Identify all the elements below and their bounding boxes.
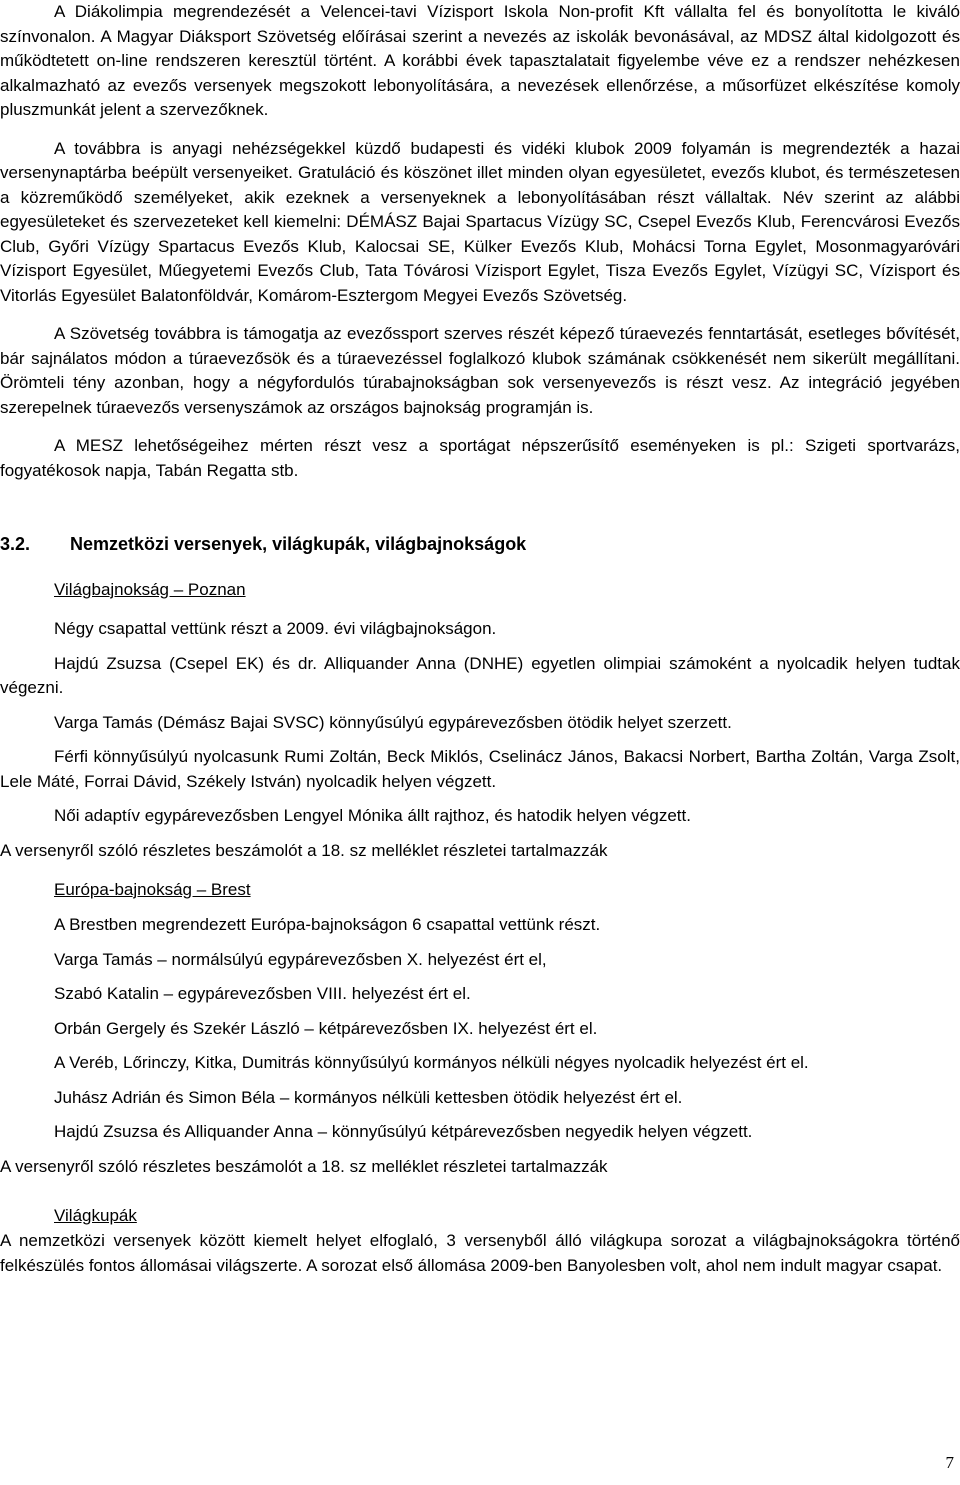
european-championship-heading: Európa-bajnokság – Brest <box>54 880 251 899</box>
wc-line: Hajdú Zsuzsa (Csepel EK) és dr. Alliquander Anna (DNHE) egyetlen olimpiai számoként a nyolcadik helyen tudtak végezni. <box>0 653 960 697</box>
world-cups-heading: Világkupák <box>54 1206 137 1225</box>
wc-line: Női adaptív egypárevezősben Lengyel Mónika állt rajthoz, és hatodik helyen végzett. <box>54 806 691 825</box>
ec-line: Juhász Adrián és Simon Béla – kormányos nélküli kettesben ötödik helyezést ért el. <box>54 1087 683 1107</box>
wc-line: Férfi könnyűsúlyú nyolcasunk Rumi Zoltán, Beck Miklós, Cselinácz János, Bakacsi Norbert, Bartha Zoltán, Varga Zsolt, Lele Máté, Forrai Dávid, Székely István) nyolcadik helyen végzett. <box>0 747 960 791</box>
paragraph-clubs: A továbbra is anyagi nehézségekkel küzdő budapesti és vidéki klubok 2009 folyamán is megrendezték a hazai versenynaptárba beépült versenyeiket. Gratuláció és köszönet illet minden olyan egyesületet, evezős klubot, és természetesen a közreműködő személyeket, akik ezeknek a versenyeknek a lebonyolításában részt vállaltak. Név szerint az alábbi egyesületeket és szervezeteket kell kiemelni: DÉMÁSZ Bajai Spartacus Vízügy SC, Csepel Evezős Klub, Ferencvárosi Evezős Club, Győri Vízügy Spartacus Evezős Klub, Kalocsai SE, Külker Evezős Klub, Mohácsi Torna Egylet, Mosonmagyaróvári Vízisport Egyesület, Műegyetemi Evezős Club, Tata Tóvárosi Vízisport Egylet, Tisza Evezős Egylet, Vízügyi SC, Vízisport és Vitorlás Egyesület Balatonföldvár, Komárom-Esztergom Megyei Evezős Szövetség. <box>0 138 960 305</box>
ec-line: Varga Tamás – normálsúlyú egypárevezősben X. helyezést ért el, <box>54 949 547 969</box>
ec-line: Orbán Gergely és Szekér László – kétpárevezősben IX. helyezést ért el. <box>54 1018 598 1038</box>
section-heading <box>0 531 960 557</box>
paragraph-diakolimpia: A Diákolimpia megrendezését a Velencei-tavi Vízisport Iskola Non-profit Kft vállalta fel és bonyolította le kiváló színvonalon. A Magyar Diáksport Szövetség előírásai szerint a nevezés az iskolák bevonásával, az MDSZ által kidolgozott és működtetett on-line rendszeren keresztül történt. A korábbi évek tapasztalatait figyelembe véve ez a rendszer nehézkesen alkalmazható az evezős versenyek megszokott lebonyolítására, a nevezések ellenőrzése, a műsorfüzet elkészítése komoly pluszmunkát jelent a szervezőknek. <box>0 2 960 119</box>
wc-report-note: A versenyről szóló részletes beszámolót a 18. sz melléklet részletei tartalmazzák <box>0 840 608 860</box>
world-championship-heading: Világbajnokság – Poznan <box>54 580 246 599</box>
paragraph-touring: A Szövetség továbbra is támogatja az evezőssport szerves részét képező túraevezés fenntartását, esetleges bővítését, bár sajnálatos módon a túraevezősök és a túraevezéssel foglalkozó klubok számának csökkenését nem sikerült megállítani. Örömteli tény azonban, hogy a négyfordulós túrabajnokságban sok versenyevezős is részt vesz. Az integráció jegyében szerepelnek túraevezős versenyszámok az országos bajnokság programján is. <box>0 324 960 417</box>
wc-line: Négy csapattal vettünk részt a 2009. évi világbajnokságon. <box>54 619 497 638</box>
paragraph-mesz: A MESZ lehetőségeihez mérten részt vesz a sportágat népszerűsítő eseményeken is pl.: Szigeti sportvarázs, fogyatékosok napja, Tabán Regatta stb. <box>0 436 960 480</box>
section-title: Nemzetközi versenyek, világkupák, világbajnokságok <box>70 534 527 554</box>
ec-line: A Veréb, Lőrinczy, Kitka, Dumitrás könnyűsúlyú kormányos nélküli négyes nyolcadik helyezést ért el. <box>54 1053 809 1072</box>
ec-line: Szabó Katalin – egypárevezősben VIII. helyezést ért el. <box>54 984 471 1003</box>
ec-line: Hajdú Zsuzsa és Alliquander Anna – könnyűsúlyú kétpárevezősben negyedik helyen végzett. <box>54 1122 753 1141</box>
wc-line: Varga Tamás (Démász Bajai SVSC) könnyűsúlyú egypárevezősben ötödik helyet szerzett. <box>54 712 732 732</box>
ec-line: A Brestben megrendezett Európa-bajnokságon 6 csapattal vettünk részt. <box>54 915 601 934</box>
section-number: 3.2. <box>0 534 31 554</box>
ec-report-note: A versenyről szóló részletes beszámolót a 18. sz melléklet részletei tartalmazzák <box>0 1156 608 1176</box>
world-cups-text: A nemzetközi versenyek között kiemelt helyet elfoglaló, 3 versenyből álló világkupa sorozat a világbajnokságokra történő felkészülés fontos állomásai világszerte. A sorozat első állomása 2009-ben Banyolesben volt, ahol nem indult magyar csapat. <box>0 1231 960 1275</box>
page-number: 7 <box>945 1453 954 1472</box>
